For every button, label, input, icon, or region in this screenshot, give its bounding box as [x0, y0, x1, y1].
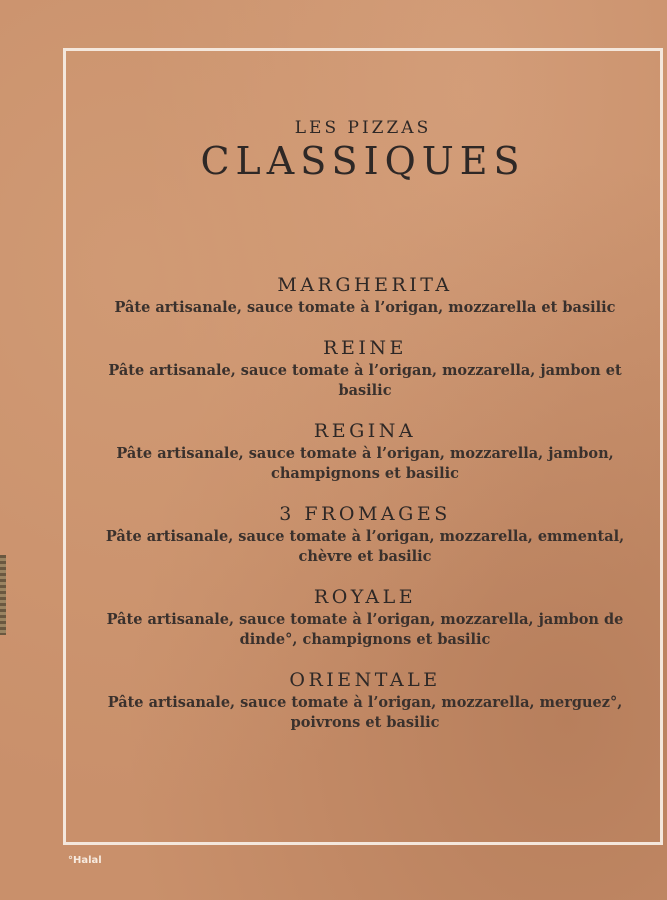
item-name: REINE — [323, 337, 407, 359]
menu-item — [95, 501, 635, 567]
item-description: Pâte artisanale, sauce tomate à l’origan, mozzarella, merguez°, poivrons et basilic — [107, 694, 623, 731]
halal-footnote: °Halal — [68, 855, 102, 866]
item-name: ORIENTALE — [289, 669, 441, 691]
item-description: Pâte artisanale, sauce tomate à l’origan, mozzarella, jambon de dinde°, champignons et basilic — [106, 611, 624, 648]
item-name: MARGHERITA — [277, 274, 453, 296]
menu-item — [95, 272, 635, 318]
item-description: Pâte artisanale, sauce tomate à l’origan, mozzarella et basilic — [114, 299, 616, 316]
menu-item — [95, 584, 635, 650]
item-name: REGINA — [313, 420, 417, 442]
item-name: 3 FROMAGES — [279, 503, 451, 525]
menu-title: CLASSIQUES — [200, 139, 526, 183]
pizza-list — [95, 272, 635, 750]
item-description: Pâte artisanale, sauce tomate à l’origan, mozzarella, jambon, champignons et basilic — [116, 445, 614, 482]
menu-subtitle: LES PIZZAS — [294, 118, 432, 138]
item-name: ROYALE — [313, 586, 417, 608]
menu-stand-edge — [0, 555, 6, 635]
menu-item — [95, 418, 635, 484]
menu-header — [63, 118, 663, 183]
menu-item — [95, 667, 635, 733]
item-description: Pâte artisanale, sauce tomate à l’origan, mozzarella, jambon et basilic — [108, 362, 622, 399]
item-description: Pâte artisanale, sauce tomate à l’origan, mozzarella, emmental, chèvre et basilic — [105, 528, 625, 565]
menu-item — [95, 335, 635, 401]
